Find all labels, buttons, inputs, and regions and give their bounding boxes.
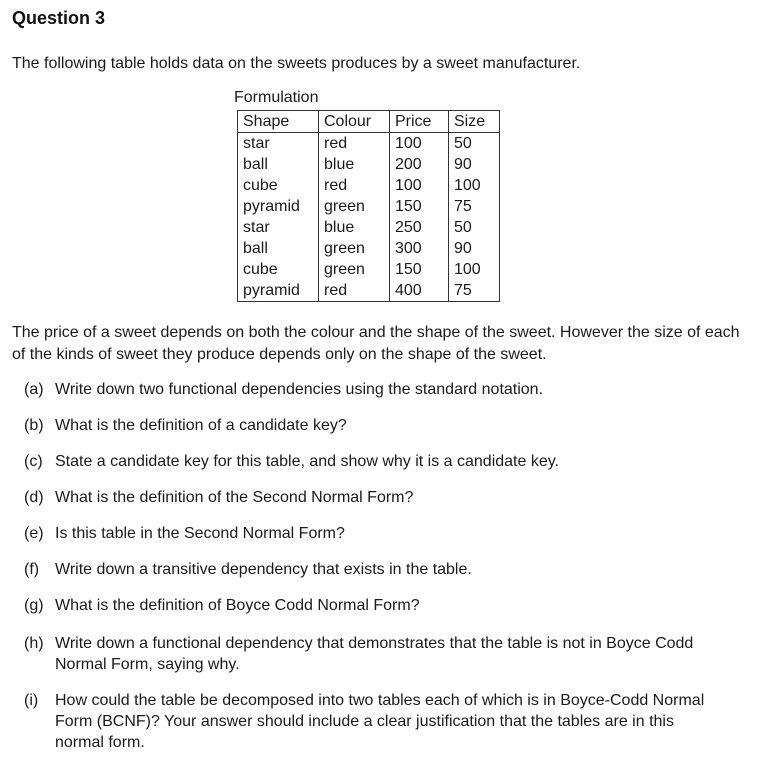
question-text: Write down a functional dependency that demonstrates that the table is not in Boyce Codd Normal Form, saying why. [55, 635, 694, 673]
cell-shape: pyramid [238, 280, 319, 302]
table-caption: Formulation [234, 89, 319, 106]
table-row [238, 133, 500, 155]
column-header-colour: Colour [319, 111, 390, 133]
question-label: (d) [24, 489, 44, 506]
column-header-size: Size [449, 111, 500, 133]
cell-colour: green [319, 259, 390, 280]
question-item-d [24, 487, 724, 508]
table-row [238, 217, 500, 238]
question-item-f [24, 559, 724, 580]
question-label: (e) [24, 525, 44, 542]
table-row [238, 154, 500, 175]
cell-price: 100 [390, 133, 449, 155]
cell-size: 75 [449, 280, 500, 302]
cell-price: 300 [390, 238, 449, 259]
cell-colour: red [319, 175, 390, 196]
question-text: State a candidate key for this table, and show why it is a candidate key. [55, 453, 559, 470]
question-label: (b) [24, 417, 44, 434]
question-text: Write down a transitive dependency that exists in the table. [55, 561, 472, 578]
cell-colour: green [319, 196, 390, 217]
formulation-table [237, 110, 500, 302]
cell-price: 100 [390, 175, 449, 196]
column-header-price: Price [390, 111, 449, 133]
cell-colour: red [319, 280, 390, 302]
cell-price: 150 [390, 259, 449, 280]
intro-text: The following table holds data on the sweets produces by a sweet manufacturer. [12, 55, 581, 72]
question-text: Is this table in the Second Normal Form? [55, 525, 345, 542]
question-label: (f) [24, 561, 40, 578]
cell-colour: blue [319, 217, 390, 238]
cell-size: 50 [449, 217, 500, 238]
cell-shape: star [238, 217, 319, 238]
question-item-h [24, 633, 724, 675]
cell-price: 200 [390, 154, 449, 175]
cell-shape: cube [238, 175, 319, 196]
cell-price: 400 [390, 280, 449, 302]
table-row [238, 280, 500, 302]
question-text: Write down two functional dependencies using the standard notation. [55, 381, 544, 398]
question-text: How could the table be decomposed into two tables each of which is in Boyce-Codd Normal Form (BCNF)? Your answer should include a clear justification that the tables are in this normal form. [55, 692, 705, 751]
question-label: (h) [24, 635, 44, 652]
cell-colour: red [319, 133, 390, 155]
question-text: What is the definition of the Second Normal Form? [55, 489, 414, 506]
table-row [238, 175, 500, 196]
cell-price: 250 [390, 217, 449, 238]
cell-shape: pyramid [238, 196, 319, 217]
question-item-e [24, 523, 724, 544]
question-item-a [24, 379, 724, 400]
table-header-row [238, 111, 500, 133]
question-label: (a) [24, 381, 44, 398]
cell-price: 150 [390, 196, 449, 217]
question-label: (i) [24, 692, 39, 709]
cell-size: 50 [449, 133, 500, 155]
question-text: What is the definition of a candidate key? [55, 417, 347, 434]
question-label: (g) [24, 597, 44, 614]
cell-shape: star [238, 133, 319, 155]
question-text: What is the definition of Boyce Codd Normal Form? [55, 597, 420, 614]
cell-colour: green [319, 238, 390, 259]
question-title: Question 3 [12, 8, 106, 28]
cell-shape: ball [238, 238, 319, 259]
question-item-g [24, 595, 724, 616]
cell-shape: ball [238, 154, 319, 175]
question-item-b [24, 415, 724, 436]
cell-colour: blue [319, 154, 390, 175]
cell-size: 100 [449, 259, 500, 280]
dependency-paragraph: The price of a sweet depends on both the colour and the shape of the sweet. However the size of each of the kinds of sweet they produce depends only on the shape of the sweet. [12, 324, 740, 363]
question-item-i [24, 690, 724, 753]
column-header-shape: Shape [238, 111, 319, 133]
cell-size: 100 [449, 175, 500, 196]
table-row [238, 238, 500, 259]
question-item-c [24, 451, 724, 472]
question-label: (c) [24, 453, 43, 470]
cell-size: 90 [449, 154, 500, 175]
cell-size: 90 [449, 238, 500, 259]
cell-shape: cube [238, 259, 319, 280]
cell-size: 75 [449, 196, 500, 217]
table-row [238, 259, 500, 280]
table-row [238, 196, 500, 217]
